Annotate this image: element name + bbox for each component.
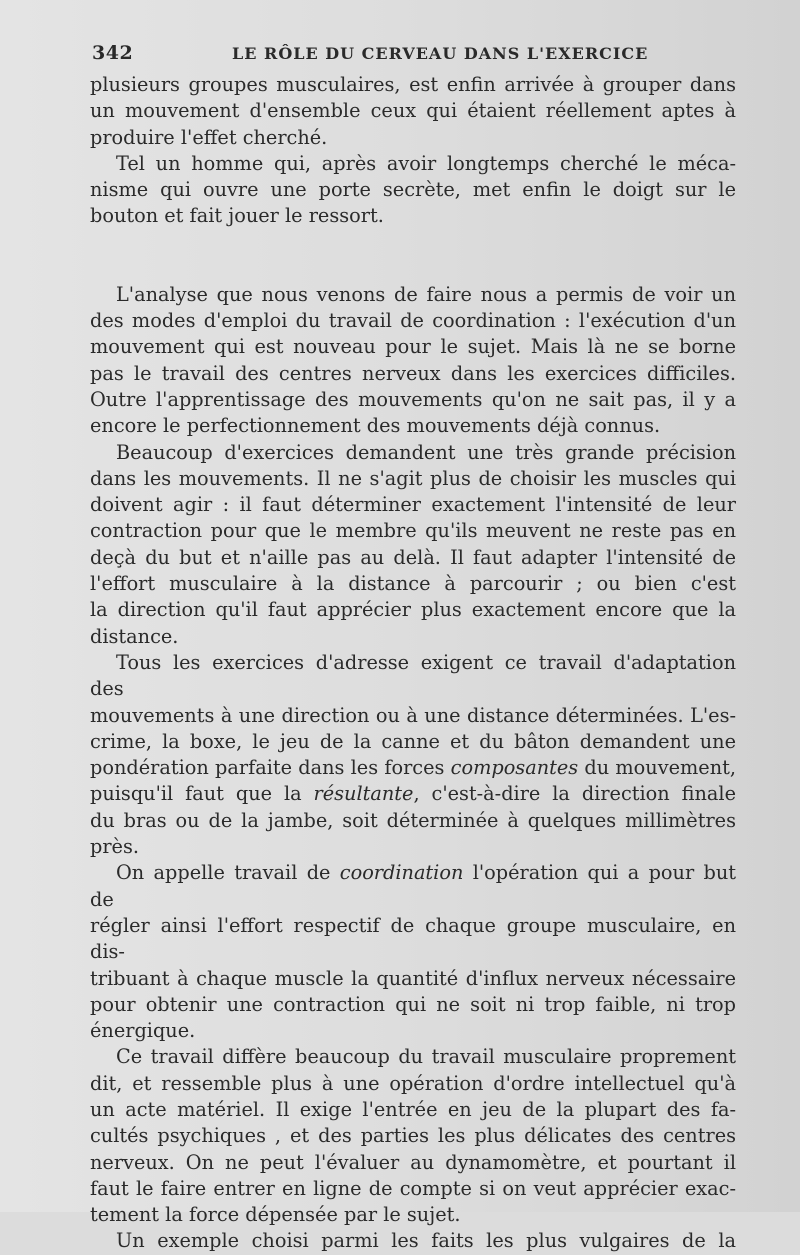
italic-term: coordination bbox=[339, 861, 464, 885]
text-line: distance. bbox=[90, 624, 179, 648]
text-line: du bras ou de la jambe, soit déterminée à quelques millimètres bbox=[90, 808, 736, 832]
text-line: pour obtenir une contraction qui ne soit ni trop faible, ni trop bbox=[90, 992, 736, 1016]
text-line: un mouvement d'ensemble ceux qui étaient réellement aptes à bbox=[90, 99, 736, 123]
text-line: tribuant à chaque muscle la quantité d'influx nerveux nécessaire bbox=[90, 966, 736, 990]
section-gap bbox=[90, 230, 736, 282]
text-run: On appelle travail de bbox=[116, 861, 340, 885]
text-line: nisme qui ouvre une porte secrète, met enfin le doigt sur le bbox=[90, 178, 736, 202]
text-line: encore le perfectionnement des mouvements déjà connus. bbox=[90, 414, 661, 438]
text-line: pas le travail des centres nerveux dans les exercices difficiles. bbox=[90, 361, 736, 385]
text-line: Beaucoup d'exercices demandent une très grande précision bbox=[116, 440, 736, 464]
text-line: plusieurs groupes musculaires, est enfin arrivée à grouper dans bbox=[90, 73, 736, 96]
text-run: du mouvement, bbox=[578, 756, 737, 780]
text-line: mouvement qui est nouveau pour le sujet. Mais là ne se borne bbox=[90, 335, 736, 359]
text-line: nerveux. On ne peut l'évaluer au dynamomètre, et pourtant il bbox=[90, 1150, 736, 1174]
text-line: doivent agir : il faut déterminer exactement l'intensité de leur bbox=[90, 493, 736, 517]
text-run: l'opération qui a pour but de bbox=[90, 861, 736, 911]
text-line: crime, la boxe, le jeu de la canne et du bâton demandent une bbox=[90, 729, 736, 753]
text-line: contraction pour que le membre qu'ils meuvent ne reste pas en bbox=[90, 519, 736, 543]
text-line: Ce travail diffère beaucoup du travail musculaire proprement bbox=[116, 1045, 736, 1069]
text-line bbox=[90, 860, 736, 913]
text-line: près. bbox=[90, 835, 139, 859]
text-line: un acte matériel. Il exige l'entrée en jeu de la plupart des fa- bbox=[90, 1097, 736, 1121]
text-line: régler ainsi l'effort respectif de chaque groupe musculaire, en dis- bbox=[90, 913, 736, 964]
text-run: , c'est-à-dire la direction finale bbox=[413, 782, 736, 806]
text-line: énergique. bbox=[90, 1019, 196, 1043]
text-line: Outre l'apprentissage des mouvements qu'on ne sait pas, il y a bbox=[90, 387, 736, 411]
text-line: des modes d'emploi du travail de coordination : l'exécution d'un bbox=[90, 309, 736, 333]
text-line: tement la force dépensée par le sujet. bbox=[90, 1203, 461, 1227]
text-run: pondération parfaite dans les forces bbox=[90, 756, 451, 780]
text-line: Un exemple choisi parmi les faits les plus vulgaires de la bbox=[116, 1229, 736, 1253]
text-line: dit, et ressemble plus à une opération d'ordre intellectuel qu'à bbox=[90, 1071, 736, 1095]
text-line: cultés psychiques , et des parties les plus délicates des centres bbox=[90, 1124, 736, 1148]
body-text bbox=[90, 72, 736, 1255]
text-line: l'effort musculaire à la distance à parcourir ; ou bien c'est bbox=[90, 572, 736, 596]
text-line: dans les mouvements. Il ne s'agit plus de choisir les muscles qui bbox=[90, 466, 736, 490]
italic-term: résultante bbox=[313, 782, 414, 806]
text-line: mouvements à une direction ou à une distance déterminées. L'es- bbox=[90, 703, 736, 727]
text-line bbox=[90, 755, 736, 781]
text-line: faut le faire entrer en ligne de compte si on veut apprécier exac- bbox=[90, 1176, 736, 1200]
text-line: Tel un homme qui, après avoir longtemps cherché le méca- bbox=[116, 151, 736, 175]
italic-term: composantes bbox=[450, 756, 579, 780]
text-line bbox=[90, 781, 736, 807]
text-line: Tous les exercices d'adresse exigent ce travail d'adaptation des bbox=[90, 650, 736, 701]
running-head bbox=[92, 42, 742, 70]
running-title: LE RÔLE DU CERVEAU DANS L'EXERCICE bbox=[232, 44, 649, 63]
text-line: L'analyse que nous venons de faire nous a permis de voir un bbox=[116, 282, 736, 306]
text-line: deçà du but et n'aille pas au delà. Il faut adapter l'intensité de bbox=[90, 545, 736, 569]
page-number: 342 bbox=[92, 42, 134, 64]
text-line: bouton et fait jouer le ressort. bbox=[90, 204, 384, 228]
text-line: produire l'effet cherché. bbox=[90, 125, 328, 149]
text-line: la direction qu'il faut apprécier plus exactement encore que la bbox=[90, 598, 736, 622]
text-run: puisqu'il faut que la bbox=[90, 782, 314, 806]
